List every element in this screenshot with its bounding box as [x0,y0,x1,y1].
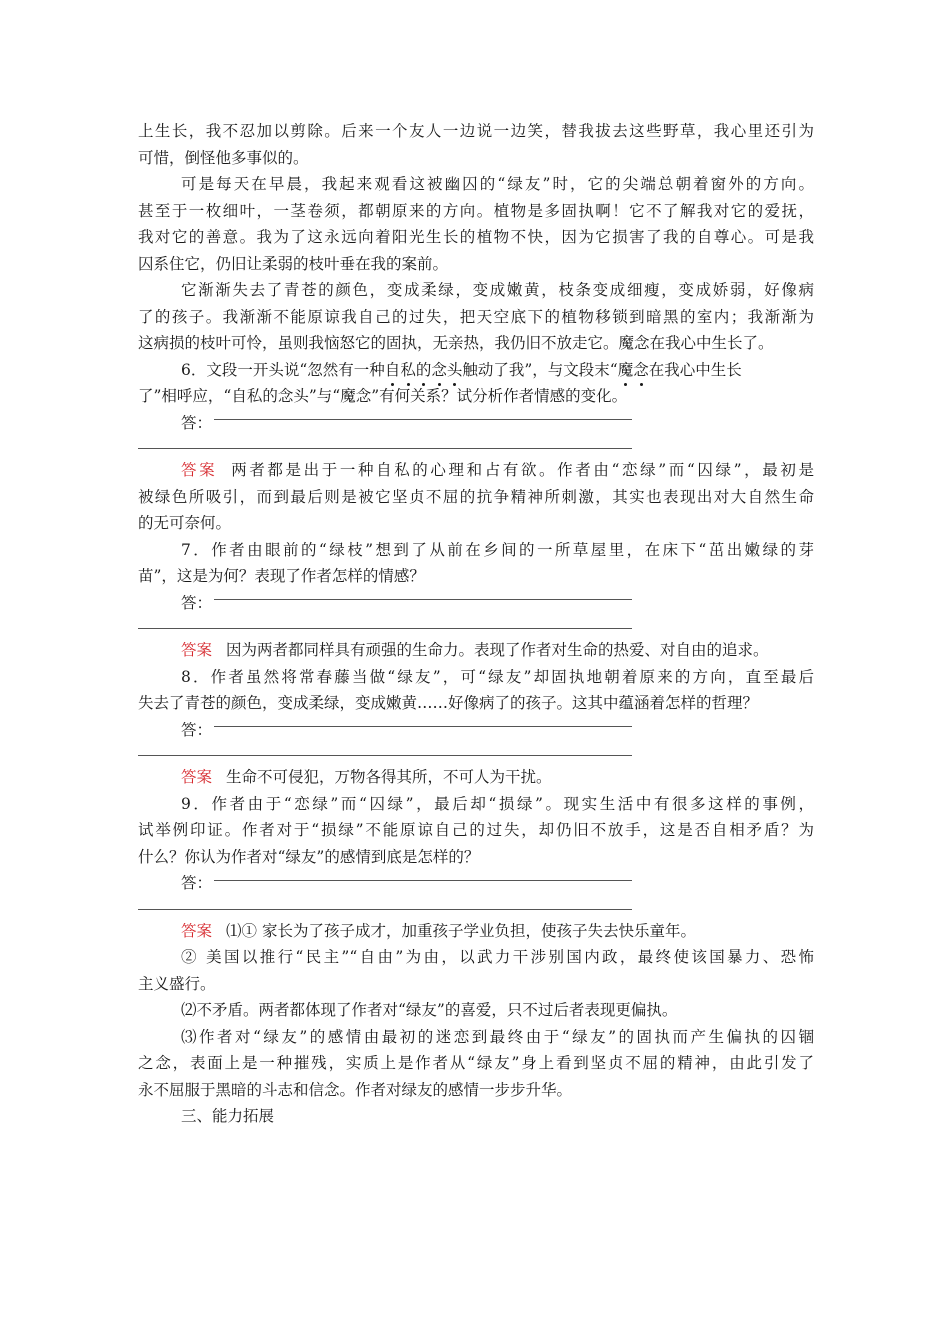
question-6 [138,357,814,537]
section-title: 三、能力拓展 [181,1107,275,1125]
answer-line: 之念，表面上是一种摧残，实质上是作者从“绿友”身上看到坚贞不屈的精神，由此引发了 [138,1054,814,1072]
passage-line: 了的孩子。我渐渐不能原谅我自己的过失，把天空底下的植物移锁到暗黑的室内；我渐渐为 [138,307,814,326]
question-8-line: 失去了青苍的颜色，变成柔绿，变成嫩黄……好像病了的孩子。这其中蕴涵着怎样的哲理？ [138,694,759,712]
answer-rule [138,448,632,449]
answer-label: 答案 [181,768,213,786]
passage-line: 甚至于一枚细叶，一茎卷须，都朝原来的方向。植物是多固执啊！它不了解我对它的爱抚， [138,201,814,220]
question-8-line: 8．作者虽然将常春藤当做“绿友”，可“绿友”却固执地朝着原来的方向，直至最后 [181,667,814,686]
answer-rule [138,628,632,629]
question-9 [138,791,814,1104]
question-7-line: 7．作者由眼前的“绿枝”想到了从前在乡间的一所草屋里，在床下“茁出嫩绿的芽 [181,540,814,559]
passage [138,118,814,357]
question-8 [138,664,814,791]
answer-line: ⑶作者对“绿友”的感情由最初的迷恋到最终由于“绿友”的固执而产生偏执的囚锢 [181,1027,814,1046]
question-6-line: 了”相呼应，“自私的念头”与“魔念”有何关系？试分析作者情感的变化。 [138,387,628,405]
passage-line: 可是每天在早晨，我起来观看这被幽囚的“绿友”时，它的尖端总朝着窗外的方向。 [181,175,814,193]
passage-line: 我对它的善意。我为了这永远向着阳光生长的植物不快，因为它损害了我的自尊心。可是我 [138,228,814,246]
answer-line: ② 美国以推行“民主”“自由”为由，以武力干涉别国内政，最终使该国暴力、恐怖 [181,948,814,966]
passage-line: 它渐渐失去了青苍的颜色，变成柔绿，变成嫩黄，枝条变成细瘦，变成娇弱，好像病 [181,281,814,299]
answer-rule [138,755,632,756]
passage-line: 囚系住它，仍旧让柔弱的枝叶垂在我的案前。 [138,254,449,273]
answer-line: 答案 ⑴① 家长为了孩子成才，加重孩子学业负担，使孩子失去快乐童年。 [181,921,696,940]
answer-label: 答案 [181,461,218,479]
passage-line: 可惜，倒怪他多事似的。 [138,148,309,167]
question-7 [138,537,814,664]
passage-line: 上生长，我不忍加以剪除。后来一个友人一边说一边笑，替我拔去这些野草，我心里还引为 [138,122,814,140]
question-6-line: 6．文段一开头说“忽然有一种自私的念头触动了我”，与文段末“魔念在我心中生长 [138,357,814,384]
answer-line: 被绿色所吸引，而到最后则是被它坚贞不屈的抗争精神所刺激，其实也表现出对大自然生命 [138,487,814,506]
answer-line: 答案 生命不可侵犯，万物各得其所，不可人为干扰。 [181,768,552,786]
question-9-line: 9．作者由于“恋绿”而“囚绿”，最后却“损绿”。现实生活中有很多这样的事例， [181,794,814,813]
question-9-line: 试举例印证。作者对于“损绿”不能原谅自己的过失，却仍旧不放手，这是否自相矛盾？为 [138,821,814,839]
question-9-line: 什么？你认为作者对“绿友”的感情到底是怎样的？ [138,847,480,866]
document-page [138,118,814,1130]
answer-rule [138,909,632,910]
answer-line: 答案 两者都是出于一种自私的心理和占有欲。作者由“恋绿”而“囚绿”，最初是 [181,461,814,479]
answer-blank[interactable]: 答： [138,410,814,437]
answer-blank[interactable]: 答： [138,590,814,617]
answer-line: 的无可奈何。 [138,514,232,532]
passage-line: 这病损的枝叶可怜，虽则我恼怒它的固执，无亲热，我仍旧不放走它。魔念在我心中生长了。 [138,334,774,352]
question-7-line: 苗”，这是为何？表现了作者怎样的情感？ [138,567,425,585]
answer-label: 答案 [181,921,213,940]
answer-line: 主义盛行。 [138,974,216,993]
answer-line: ⑵不矛盾。两者都体现了作者对“绿友”的喜爱，只不过后者表现更偏执。 [181,1001,678,1019]
answer-line: 永不屈服于黑暗的斗志和信念。作者对绿友的感情一步步升华。 [138,1080,573,1099]
answer-label: 答案 [181,641,213,659]
answer-blank[interactable]: 答： [138,717,814,744]
answer-blank[interactable]: 答： [138,870,814,897]
answer-line: 答案 因为两者都同样具有顽强的生命力。表现了作者对生命的热爱、对自由的追求。 [181,641,769,659]
